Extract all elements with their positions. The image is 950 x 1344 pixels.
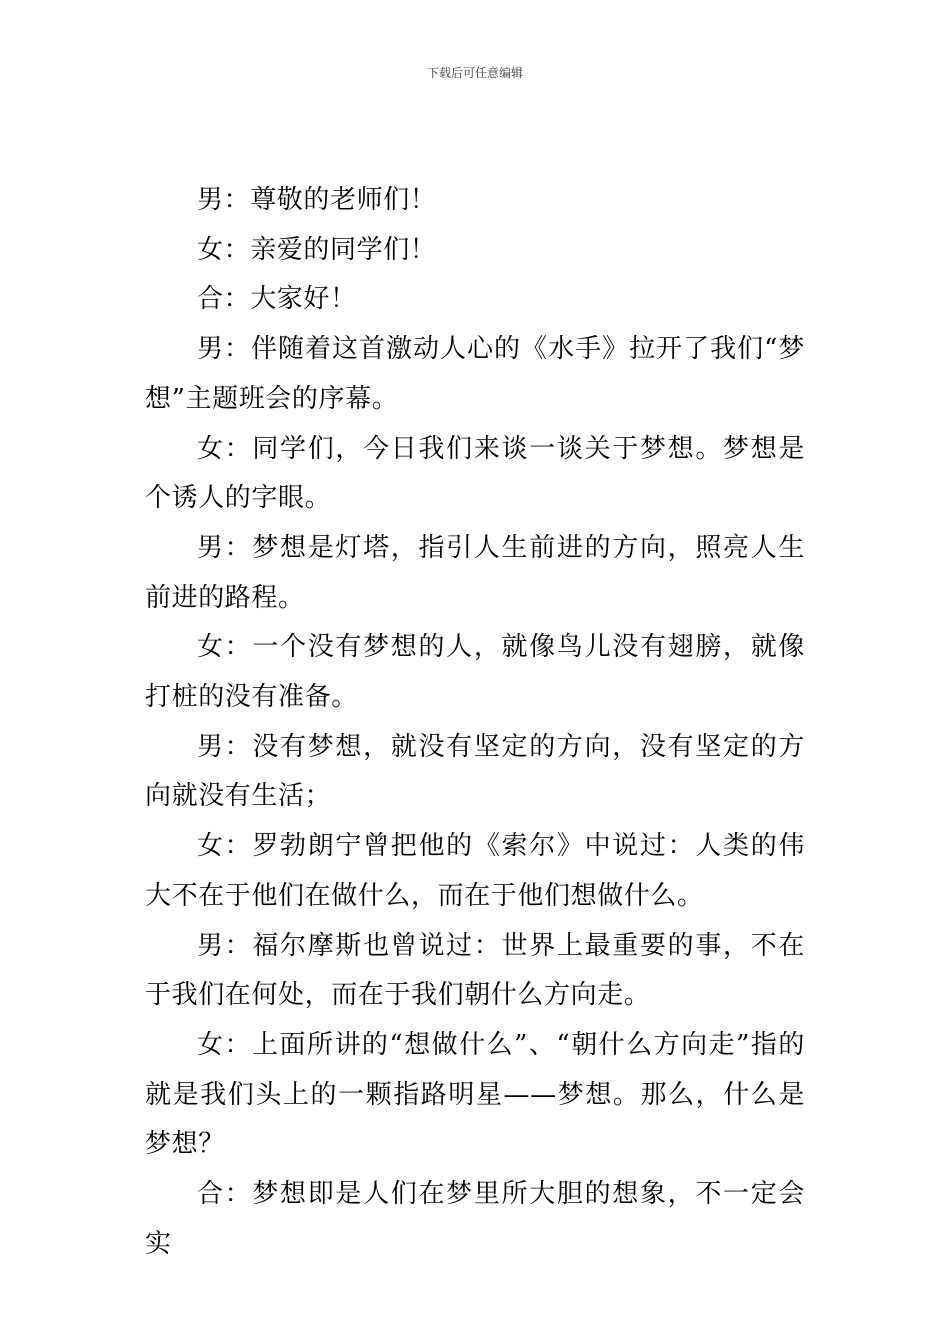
paragraph: 合：大家好！ — [197, 284, 357, 315]
page-header: 下载后可任意编辑 — [426, 66, 523, 80]
paragraph: 合：梦想即是人们在梦里所大胆的想象，不一定会实 — [145, 1179, 805, 1259]
paragraph: 女：亲爱的同学们！ — [197, 234, 437, 265]
paragraph: 男：没有梦想，就没有坚定的方向，没有坚定的方向就没有生活； — [145, 731, 805, 812]
paragraph: 女：罗勃朗宁曾把他的《索尔》中说过：人类的伟大不在于他们在做什么，而在于他们想做什么。 — [145, 831, 805, 911]
paragraph: 男：梦想是灯塔，指引人生前进的方向，照亮人生前进的路程。 — [145, 532, 805, 613]
paragraph: 女：上面所讲的“想做什么”、“朝什么方向走”指的就是我们头上的一颗指路明星——梦想。那么，什么是梦想？ — [145, 1029, 805, 1160]
script-body — [145, 176, 805, 1269]
paragraph: 男：福尔摩斯也曾说过：世界上最重要的事，不在于我们在何处，而在于我们朝什么方向走。 — [145, 930, 805, 1011]
paragraph: 女：一个没有梦想的人，就像鸟儿没有翅膀，就像打桩的没有准备。 — [145, 632, 805, 713]
paragraph: 男：伴随着这首激动人心的《水手》拉开了我们“梦想”主题班会的序幕。 — [145, 334, 805, 414]
paragraph: 男：尊敬的老师们！ — [197, 185, 437, 215]
paragraph: 女：同学们，今日我们来谈一谈关于梦想。梦想是个诱人的字眼。 — [145, 433, 805, 514]
